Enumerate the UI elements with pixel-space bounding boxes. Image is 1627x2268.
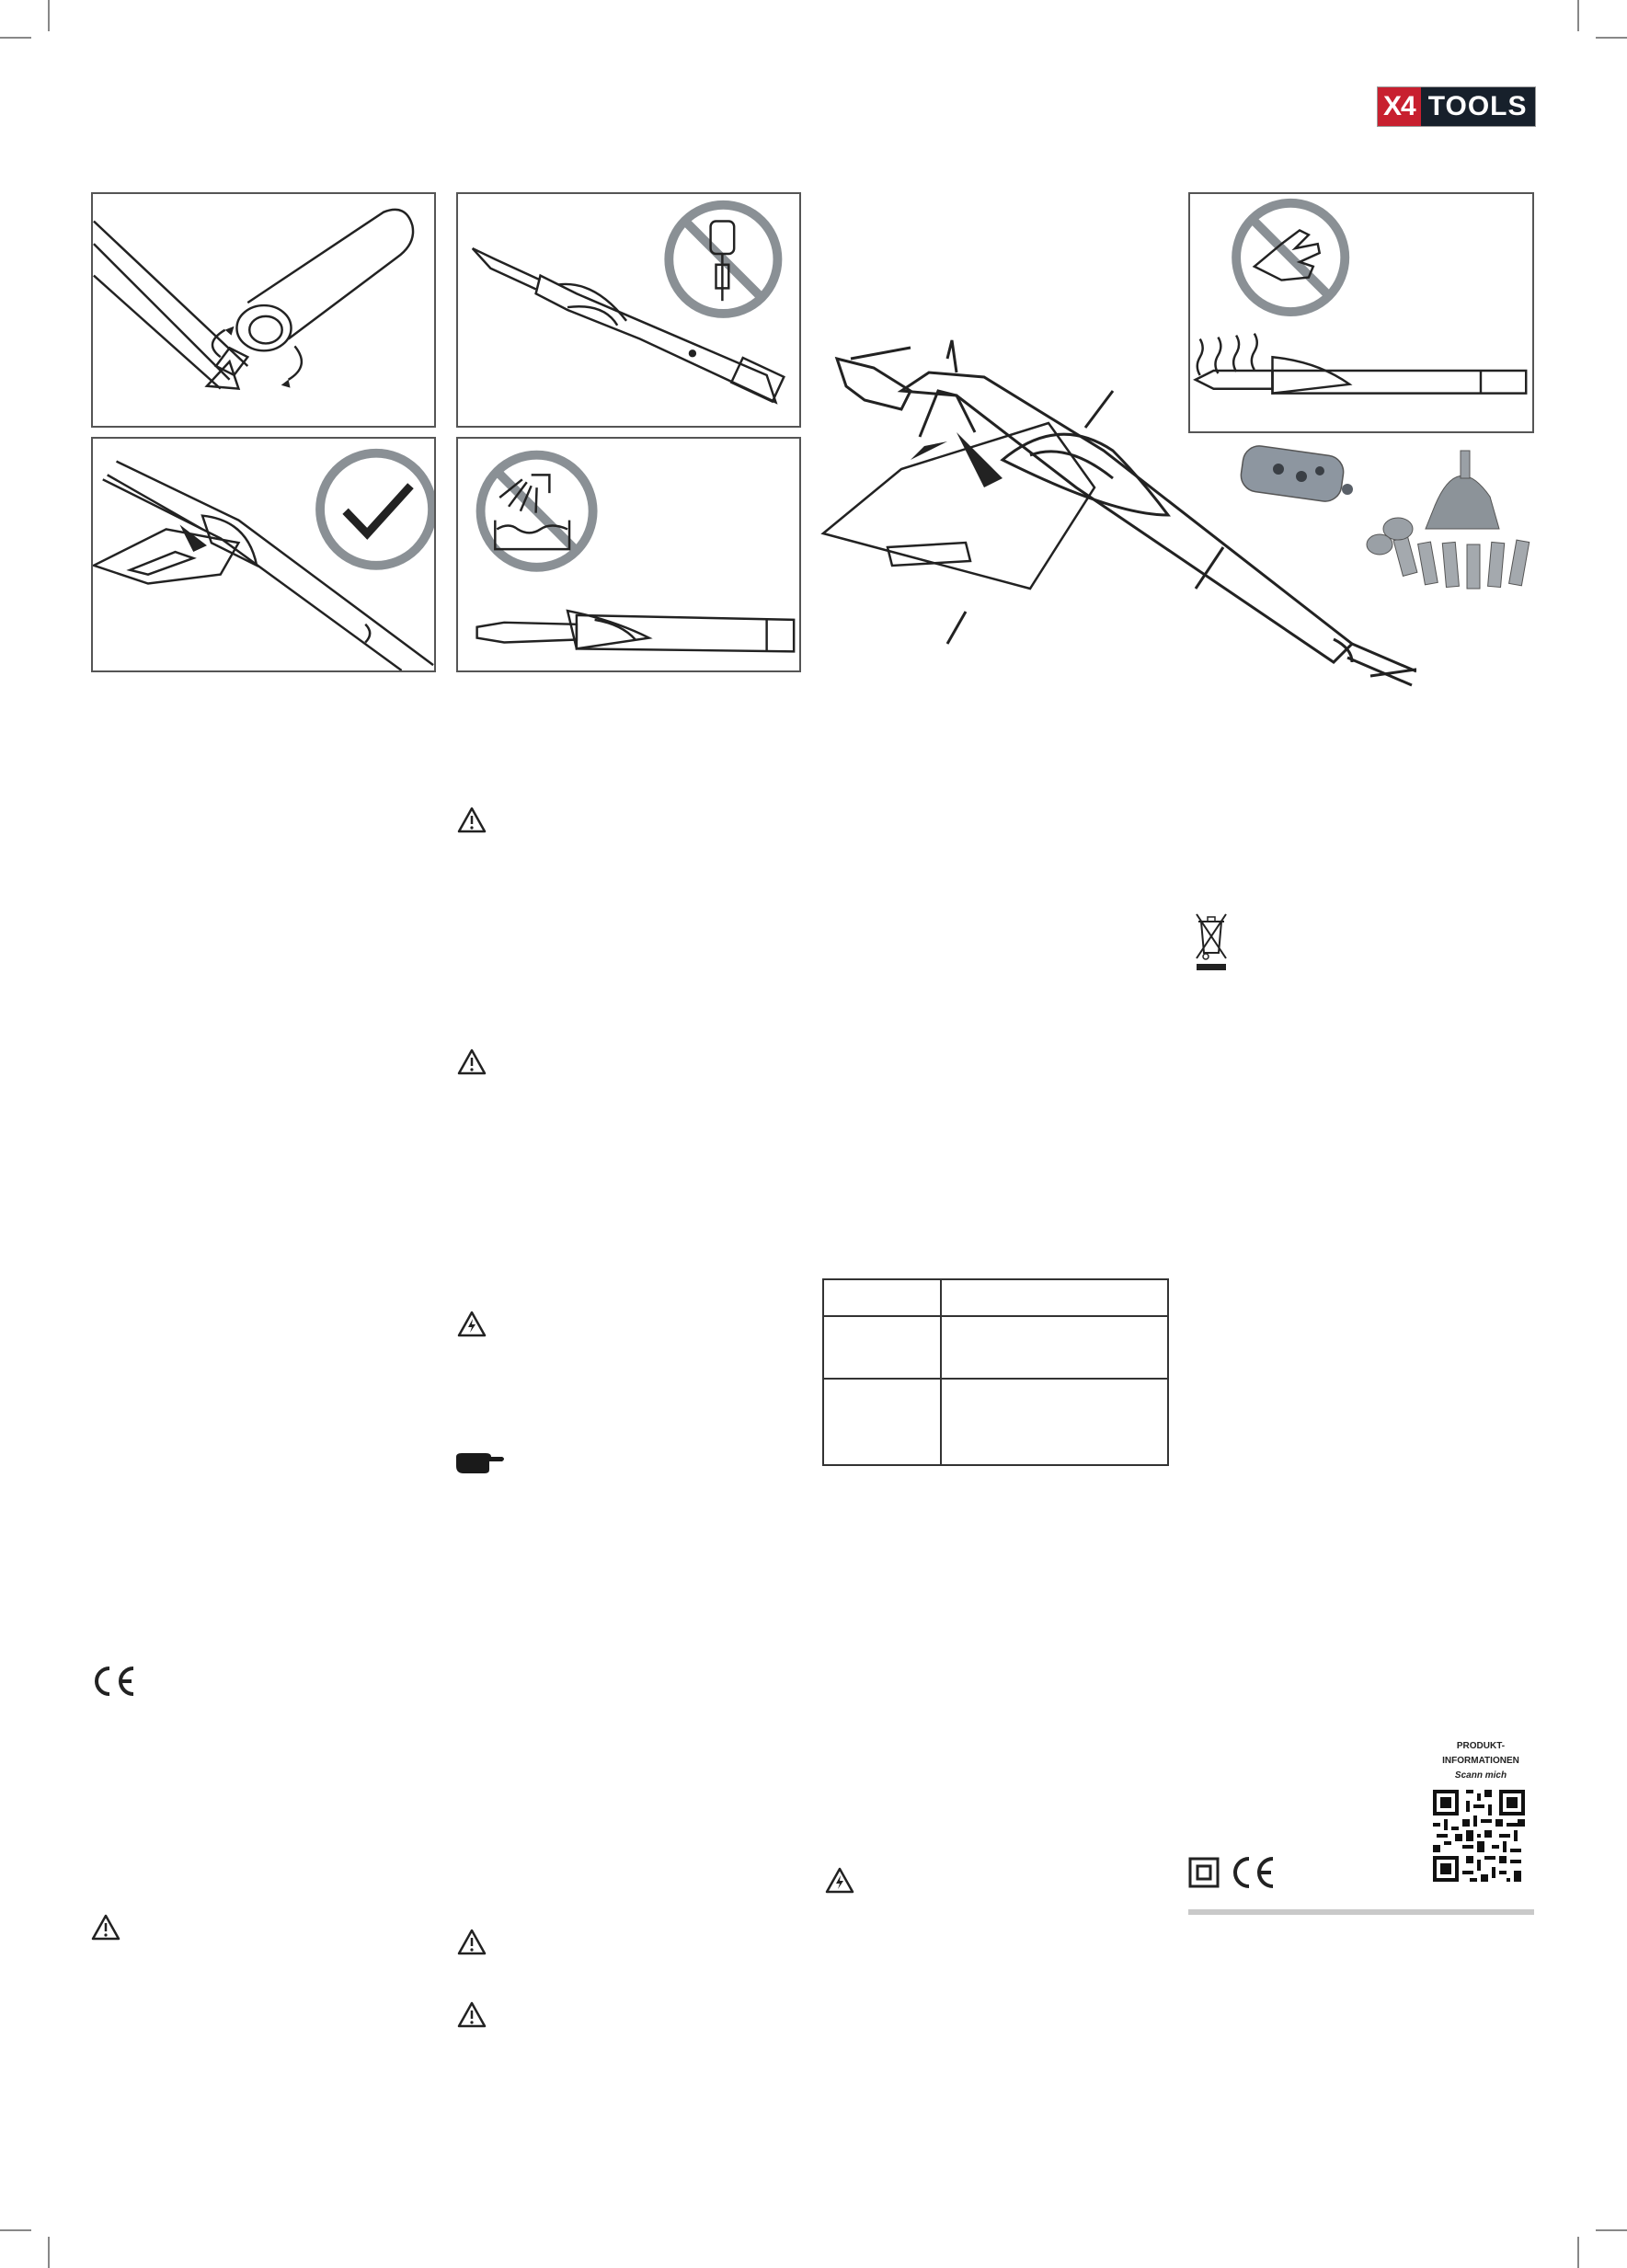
table-cell <box>941 1279 1168 1316</box>
accessories-icon <box>1214 441 1545 607</box>
no-screwdriver-icon <box>458 194 799 426</box>
electric-warning-icon <box>825 1867 854 1894</box>
class2-icon <box>1188 1857 1220 1888</box>
table-cell <box>823 1279 941 1316</box>
crop-mark <box>0 37 31 39</box>
weee-bin-icon <box>1193 909 1230 973</box>
table-row <box>823 1316 1168 1379</box>
crop-mark <box>1596 37 1627 39</box>
electric-warning-icon <box>457 1311 487 1337</box>
no-touch-hot-icon <box>1190 194 1532 431</box>
figure-no-screwdriver <box>456 192 801 428</box>
spec-table <box>822 1278 1169 1466</box>
figure-accessories <box>1214 441 1545 607</box>
no-water-icon <box>458 439 799 670</box>
figure-no-touch-hot <box>1188 192 1534 433</box>
crop-mark <box>1577 2237 1579 2268</box>
warning-icon <box>457 807 487 833</box>
qr-label-line2: INFORMATIONEN <box>1442 1756 1519 1766</box>
crop-mark <box>1577 0 1579 31</box>
figure-no-water <box>456 437 801 672</box>
figure-tip-change <box>91 192 436 428</box>
qr-code-icon[interactable] <box>1433 1790 1525 1882</box>
table-cell <box>823 1379 941 1465</box>
table-cell <box>941 1316 1168 1379</box>
ce-mark-icon <box>1231 1855 1277 1890</box>
table-row <box>823 1379 1168 1465</box>
qr-label-line1: PRODUKT- <box>1456 1741 1506 1751</box>
qr-label-line3: Scann mich <box>1454 1770 1507 1781</box>
tip-change-icon <box>93 194 434 426</box>
stand-checkmark-icon <box>93 439 434 670</box>
warning-icon <box>91 1914 120 1941</box>
logo-tools: TOOLS <box>1421 87 1535 126</box>
ce-mark-icon <box>91 1665 137 1698</box>
table-cell <box>823 1316 941 1379</box>
table-row <box>823 1279 1168 1316</box>
figure-stand-ok <box>91 437 436 672</box>
crop-mark <box>48 2237 50 2268</box>
table-cell <box>941 1379 1168 1465</box>
footer-divider <box>1188 1909 1534 1915</box>
logo-x4: X4 <box>1378 87 1421 126</box>
crop-mark <box>0 2229 31 2231</box>
pointing-hand-icon <box>454 1451 506 1475</box>
brand-logo <box>1377 86 1536 127</box>
warning-icon <box>457 1929 487 1955</box>
crop-mark <box>48 0 50 31</box>
crop-mark <box>1596 2229 1627 2231</box>
warning-icon <box>457 1048 487 1075</box>
warning-icon <box>457 2001 487 2028</box>
